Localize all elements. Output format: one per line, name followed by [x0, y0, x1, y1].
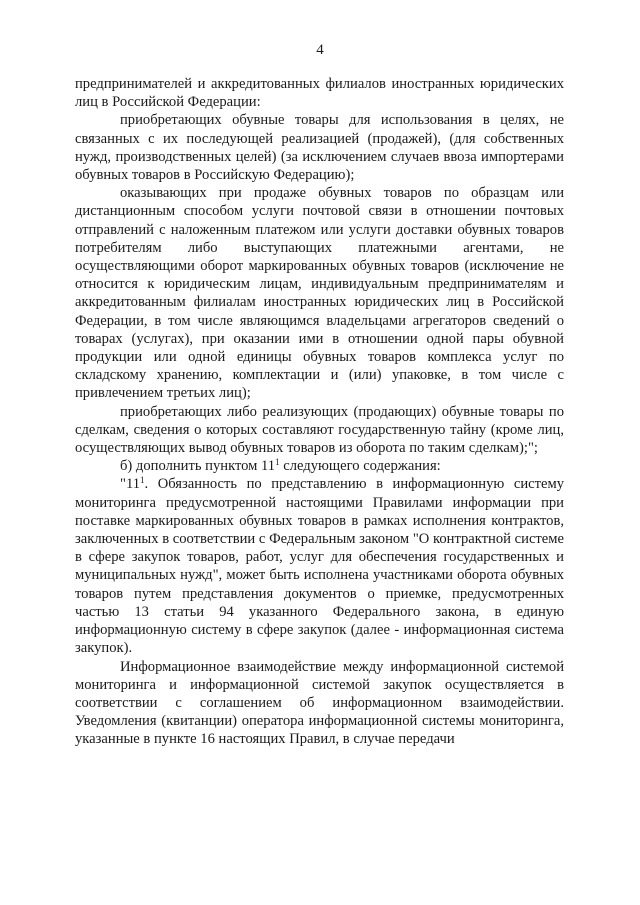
text-run: . Обязанность по представлению в информационную систему мониторинга предусмотренной настоящими Правилами информации при поставке маркированных обувных товаров в рамках исполнения контрактов, заключенных в соответствии с Федеральным законом "О контрактной системе в сфере закупок товаров, работ, услуг для обеспечения государственных и муниципальных нужд", может быть исполнена участниками оборота обувных товаров путем представления документов о приемке, предусмотренных частью 13 статьи 94 указанного Федерального закона, в единую информационную систему в сфере закупок (далее - информационная система закупок). [75, 476, 564, 657]
superscript: 1 [275, 457, 280, 468]
paragraph [75, 403, 564, 458]
text-run: приобретающих либо реализующих (продающих) обувные товары по сделкам, сведения о которых составляют государственную тайну (кроме лиц, осуществляющих вывод обувных товаров из оборота по таким сделкам);"; [75, 403, 564, 457]
text-run: приобретающих обувные товары для использования в целях, не связанных с их последующей реализацией (продажей), (для собственных нужд, производственных целей) (за исключением случаев ввоза импортерами обувных товаров в Российскую Федерацию); [75, 112, 564, 184]
text-run: б) дополнить пунктом 11 [120, 458, 276, 475]
paragraph [75, 658, 564, 749]
paragraph [75, 475, 564, 657]
text-run: предпринимателей и аккредитованных филиалов иностранных юридических лиц в Российской Федерации: [75, 76, 564, 111]
paragraph [75, 457, 564, 475]
text-run: следующего содержания: [279, 458, 441, 475]
page-number: 4 [316, 42, 324, 58]
superscript: 1 [140, 475, 145, 486]
document-body [75, 75, 564, 749]
paragraph [75, 111, 564, 184]
text-run: "11 [120, 476, 141, 493]
text-run: оказывающих при продаже обувных товаров по образцам или дистанционным способом услуги почтовой связи в отношении почтовых отправлений с наложенным платежом или услуги доставки обувных товаров потребителям либо выступающих платежными агентами, не осуществляющими оборот маркированных обувных товаров (исключение не относится к юридическим лицам, индивидуальным предпринимателям и аккредитованным филиалам иностранных юридических лиц в Российской Федерации, в том числе являющимся владельцами агрегаторов сведений о товарах (услугах), при оказании ими в отношении одной пары обувной продукции или одной единицы обувных товаров комплекса услуг по складскому хранению, комплектации и (или) упаковке, в том числе с привлечением третьих лиц); [75, 185, 564, 402]
paragraph [75, 184, 564, 402]
text-run: Информационное взаимодействие между информационной системой мониторинга и информационной системой закупок осуществляется в соответствии с соглашением об информационном взаимодействии. Уведомления (квитанции) оператора информационной системы мониторинга, указанные в пункте 16 настоящих Правил, в случае передачи [75, 658, 564, 748]
paragraph [75, 75, 564, 111]
